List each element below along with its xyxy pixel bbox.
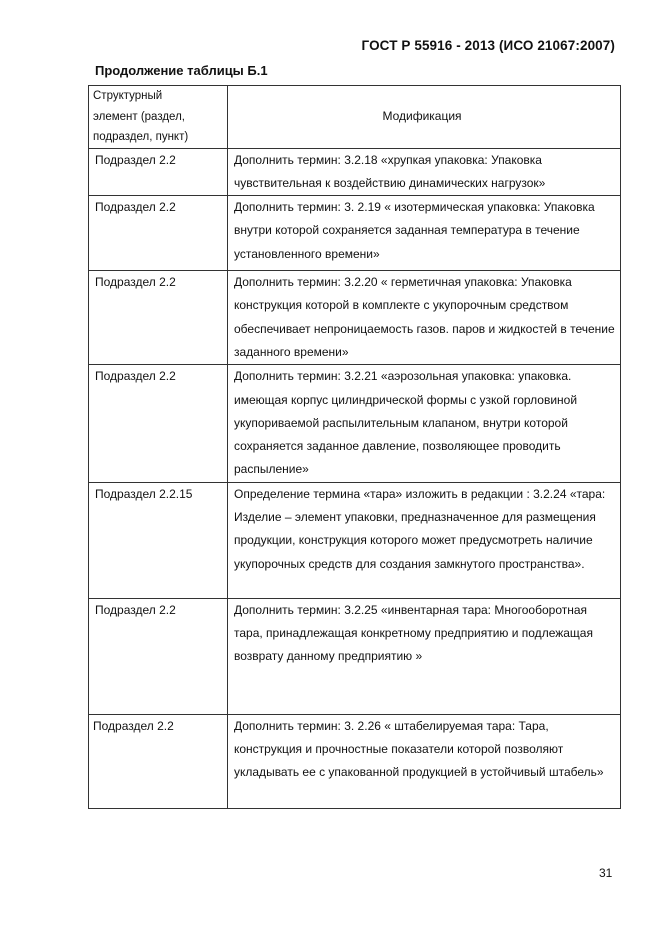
cell-element: Подраздел 2.2 bbox=[89, 598, 228, 714]
cell-modification: Определение термина «тара» изложить в редакции : 3.2.24 «тара: Изделие – элемент упаковки, предназначенное для размещения продукции, конструкция которого может предусмотреть наличие укупорочных средств для создания замкнутого пространства». bbox=[228, 482, 621, 598]
table-row bbox=[89, 365, 621, 482]
table-header-row bbox=[89, 86, 621, 149]
cell-modification: Дополнить термин: 3. 2.19 « изотермическая упаковка: Упаковка внутри которой сохраняется заданная температура в течение установленного времени» bbox=[228, 196, 621, 271]
table-row bbox=[89, 271, 621, 365]
cell-modification: Дополнить термин: 3.2.25 «инвентарная тара: Многооборотная тара, принадлежащая конкретному предприятию и подлежащая возврату данному предприятию » bbox=[228, 598, 621, 714]
table-row bbox=[89, 598, 621, 714]
cell-element: Подраздел 2.2 bbox=[89, 148, 228, 196]
cell-modification: Дополнить термин: 3.2.18 «хрупкая упаковка: Упаковка чувствительная к воздействию динамических нагрузок» bbox=[228, 148, 621, 196]
cell-element: Подраздел 2.2.15 bbox=[89, 482, 228, 598]
table-row bbox=[89, 482, 621, 598]
document-header: ГОСТ Р 55916 - 2013 (ИСО 21067:2007) bbox=[361, 38, 615, 53]
table-row bbox=[89, 714, 621, 808]
cell-modification: Дополнить термин: 3.2.21 «аэрозольная упаковка: упаковка. имеющая корпус цилиндрической формы с узкой горловиной укупориваемой распылительным клапаном, внутри которой сохраняется заданное давление, позволяющее проводить распыление» bbox=[228, 365, 621, 482]
cell-modification: Дополнить термин: 3.2.20 « герметичная упаковка: Упаковка конструкция которой в комплекте с укупорочным средством обеспечивает непроницаемость газов. паров и жидкостей в течение заданного времени» bbox=[228, 271, 621, 365]
table-row bbox=[89, 148, 621, 196]
cell-element: Подраздел 2.2 bbox=[89, 714, 228, 808]
table-caption: Продолжение таблицы Б.1 bbox=[95, 63, 268, 78]
header-left-line: подраздел, пункт) bbox=[93, 131, 189, 143]
table-row bbox=[89, 196, 621, 271]
cell-element: Подраздел 2.2 bbox=[89, 196, 228, 271]
cell-element: Подраздел 2.2 bbox=[89, 365, 228, 482]
cell-element: Подраздел 2.2 bbox=[89, 271, 228, 365]
header-cell-element bbox=[89, 86, 228, 149]
page-number: 31 bbox=[599, 866, 613, 880]
cell-modification: Дополнить термин: 3. 2.26 « штабелируемая тара: Тара, конструкция и прочностные показатели которой позволяют укладывать ее с упакованной продукцией в устойчивый штабель» bbox=[228, 714, 621, 808]
header-left-line: Структурный bbox=[93, 90, 163, 102]
header-cell-modification: Модификация bbox=[228, 86, 621, 149]
modifications-table bbox=[88, 85, 621, 809]
header-left-line: элемент (раздел, bbox=[93, 110, 185, 123]
